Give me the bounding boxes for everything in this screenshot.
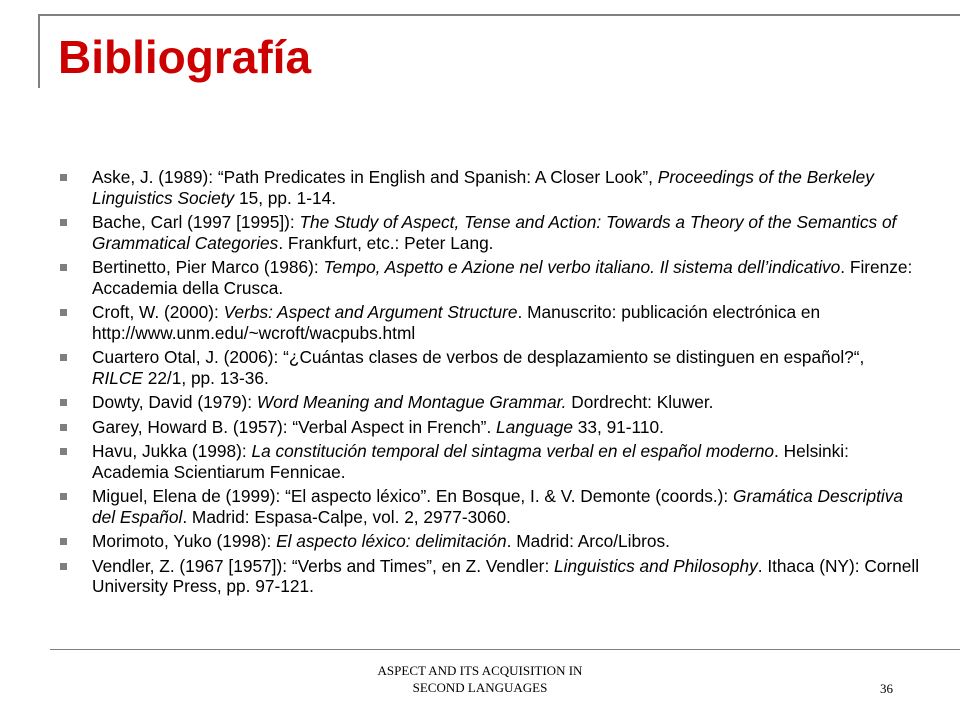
reference-text: 22/1, pp. 13-36.	[142, 367, 269, 388]
reference-item	[60, 392, 920, 413]
square-bullet-icon	[60, 354, 67, 361]
reference-item	[60, 302, 920, 343]
square-bullet-icon	[60, 424, 67, 431]
reference-text: Croft, W. (2000):	[92, 302, 224, 322]
footer-rule	[50, 649, 960, 650]
square-bullet-icon	[60, 219, 67, 226]
slide-title: Bibliografía	[58, 31, 312, 83]
reference-text: . Ithaca (NY): Cornell University Press, pp. 97-121.	[92, 555, 920, 596]
reference-text: Bache, Carl (1997 [1995]):	[92, 212, 300, 232]
square-bullet-icon	[60, 174, 67, 181]
reference-item	[60, 441, 920, 482]
reference-text: . Frankfurt, etc.: Peter Lang.	[278, 232, 494, 253]
corner-rule-vertical	[38, 14, 40, 88]
reference-text: Garey, Howard B. (1957): “Verbal Aspect in French”.	[92, 416, 497, 437]
reference-text: 15, pp. 1-14.	[234, 187, 337, 208]
reference-text: Dordrecht: Kluwer.	[566, 392, 714, 412]
reference-title-italic: Proceedings of the Berkeley Linguistics Society	[92, 167, 874, 208]
footer-text	[0, 662, 960, 696]
corner-rule-horizontal	[38, 14, 960, 16]
reference-text: . Manuscrito: publicación electrónica en http://www.unm.edu/~wcroft/wacpubs.html	[92, 302, 821, 343]
square-bullet-icon	[60, 264, 67, 271]
reference-text: . Madrid: Arco/Libros.	[506, 531, 670, 551]
square-bullet-icon	[60, 448, 67, 455]
reference-item	[60, 257, 920, 298]
reference-item	[60, 531, 920, 552]
footer-line-1: ASPECT AND ITS ACQUISITION IN	[377, 663, 583, 678]
reference-title-italic: Language	[496, 416, 573, 437]
reference-item	[60, 167, 920, 208]
reference-title-italic: Verbs: Aspect and Argument Structure	[223, 302, 518, 322]
reference-title-italic: The Study of Aspect, Tense and Action: Towards a Theory of the Semantics of Grammatical Categories	[92, 212, 897, 253]
square-bullet-icon	[60, 493, 67, 500]
reference-title-italic: El aspecto léxico: delimitación	[276, 531, 507, 551]
reference-text: . Helsinki: Academia Scientiarum Fennicae.	[92, 441, 849, 482]
footer-line-2: SECOND LANGUAGES	[412, 680, 548, 695]
reference-item	[60, 486, 920, 527]
reference-text: Dowty, David (1979):	[92, 392, 257, 412]
square-bullet-icon	[60, 309, 67, 316]
reference-text: . Madrid: Espasa-Calpe, vol. 2, 2977-3060.	[182, 506, 511, 527]
reference-text: . Firenze: Accademia della Crusca.	[92, 257, 913, 298]
reference-title-italic: RILCE	[92, 367, 143, 388]
reference-item	[60, 347, 920, 388]
reference-title-italic: Gramática Descriptiva del Español	[92, 486, 903, 527]
reference-text: Bertinetto, Pier Marco (1986):	[92, 257, 324, 277]
reference-text: Cuartero Otal, J. (2006): “¿Cuántas clases de verbos de desplazamiento se distinguen en español?“,	[92, 347, 865, 367]
reference-title-italic: Word Meaning and Montague Grammar.	[256, 392, 567, 412]
square-bullet-icon	[60, 538, 67, 545]
reference-text: Aske, J. (1989): “Path Predicates in English and Spanish: A Closer Look”,	[92, 167, 658, 187]
reference-list	[60, 167, 920, 601]
reference-text: Morimoto, Yuko (1998):	[92, 531, 277, 551]
reference-title-italic: La constitución temporal del sintagma verbal en el español moderno	[251, 441, 775, 461]
reference-text: 33, 91-110.	[572, 416, 664, 437]
reference-item	[60, 417, 920, 438]
reference-item	[60, 212, 920, 253]
reference-item	[60, 556, 920, 597]
reference-text: Havu, Jukka (1998):	[92, 441, 252, 461]
reference-title-italic: Tempo, Aspetto e Azione nel verbo italiano. Il sistema dell’indicativo	[323, 257, 841, 277]
page-number: 36	[880, 681, 893, 696]
square-bullet-icon	[60, 399, 67, 406]
reference-title-italic: Linguistics and Philosophy	[554, 555, 758, 576]
reference-text: Vendler, Z. (1967 [1957]): “Verbs and Times”, en Z. Vendler:	[92, 555, 555, 576]
reference-text: Miguel, Elena de (1999): “El aspecto léxico”. En Bosque, I. & V. Demonte (coords.):	[92, 486, 734, 506]
square-bullet-icon	[60, 563, 67, 570]
